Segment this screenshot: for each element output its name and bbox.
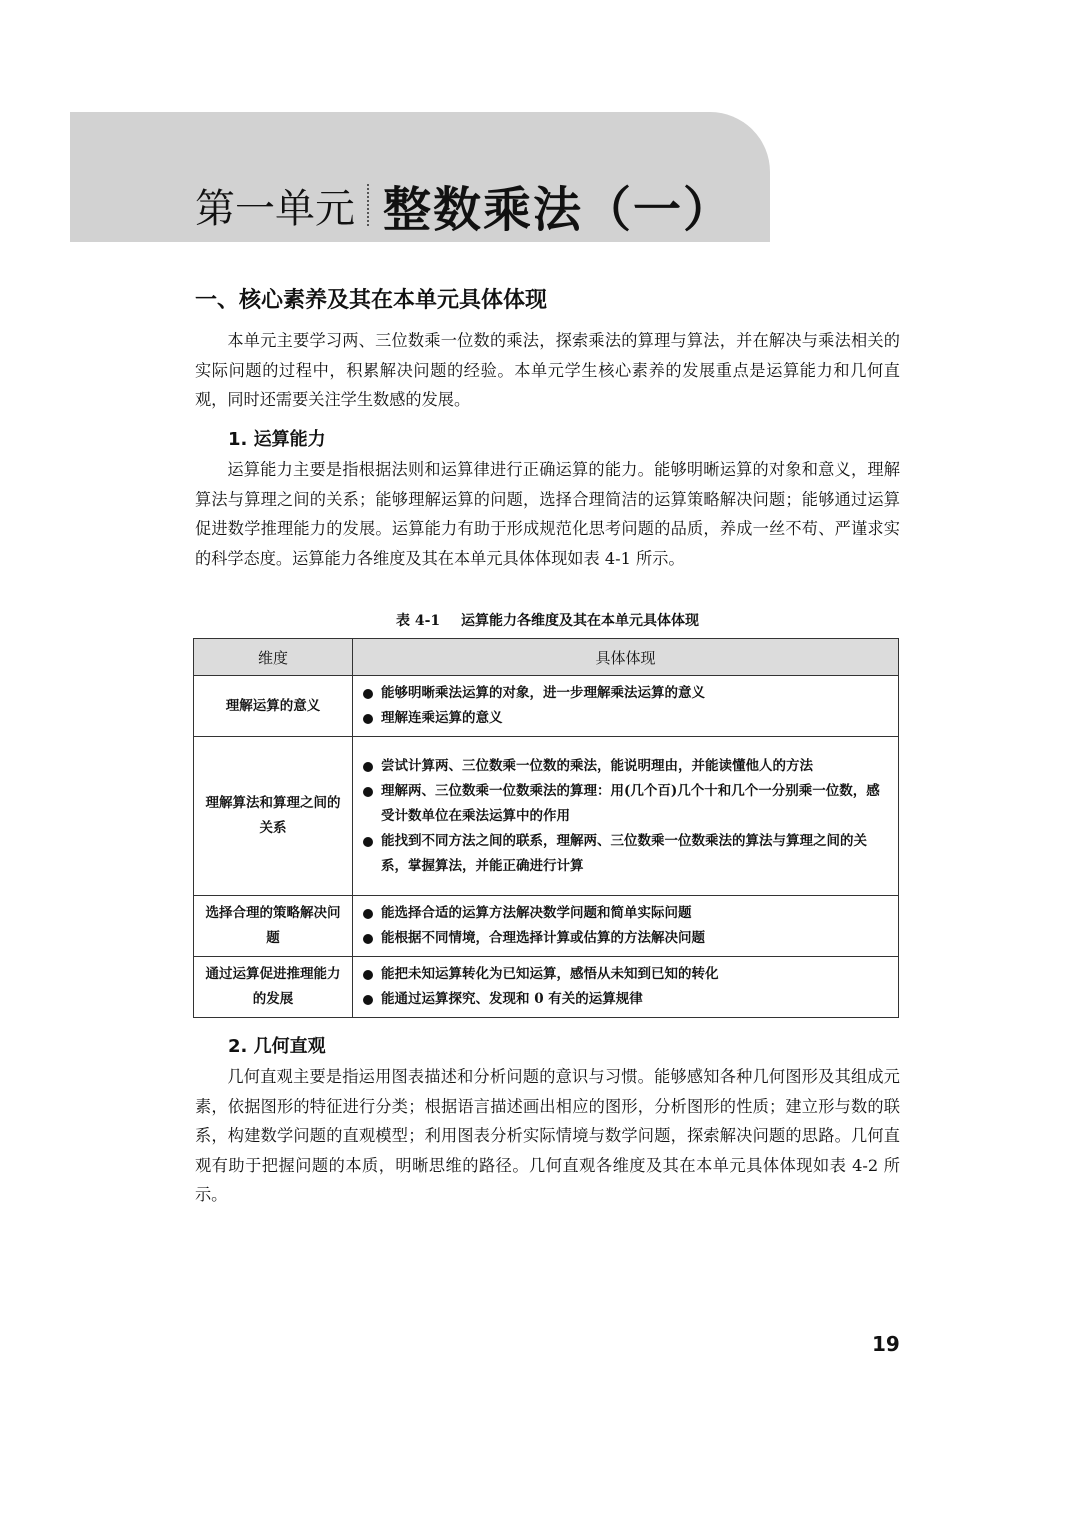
table-caption-title: 运算能力各维度及其在本单元具体体现 <box>461 613 700 629</box>
geometry-paragraph: 几何直观主要是指运用图表描述和分析问题的意识与习惯。能够感知各种几何图形及其组成元素，依据图形的特征进行分类；根据语言描述画出相应的图形，分析图形的性质；建立形与数的联系，构建数学问题的直观模型；利用图表分析实际情境与数学问题，探索解决问题的思路。几何直观有助于把握问题的本质，明晰思维的路径。几何直观各维度及其在本单元具体体现如表 4-2 所示。 <box>195 1067 900 1204</box>
details-cell <box>353 896 899 957</box>
header-details: 具体体现 <box>353 639 899 676</box>
table-row <box>194 957 899 1018</box>
details-cell <box>353 957 899 1018</box>
table-caption-number: 表 4-1 <box>395 613 441 629</box>
details-cell <box>353 676 899 737</box>
bullet-item: 理解两、三位数乘一位数乘法的算理：用(几个百)几个十和几个一分别乘一位数，感受计数单位在乘法运算中的作用 <box>361 779 888 829</box>
dimension-cell: 选择合理的策略解决问题 <box>194 896 353 957</box>
bullet-item: 能把未知运算转化为已知运算，感悟从未知到已知的转化 <box>361 962 888 987</box>
bullet-item: 能选择合适的运算方法解决数学问题和简单实际问题 <box>361 901 888 926</box>
intro-paragraph: 本单元主要学习两、三位数乘一位数的乘法，探索乘法的算理与算法，并在解决与乘法相关的实际问题的过程中，积累解决问题的经验。本单元学生核心素养的发展重点是运算能力和几何直观，同时还需要关注学生数感的发展。 <box>195 331 900 409</box>
table-header-row <box>194 639 899 676</box>
page-number: 19 <box>872 1332 900 1356</box>
subsection-heading-computing: 1. 运算能力 <box>228 429 326 450</box>
table-row <box>194 676 899 737</box>
bullet-item: 能通过运算探究、发现和 0 有关的运算规律 <box>361 987 888 1012</box>
chapter-title <box>195 170 733 240</box>
bullet-item: 能够明晰乘法运算的对象，进一步理解乘法运算的意义 <box>361 681 888 706</box>
bullet-item: 理解连乘运算的意义 <box>361 706 888 731</box>
title-divider <box>367 184 369 226</box>
table-row <box>194 737 899 896</box>
section-heading: 一、核心素养及其在本单元具体体现 <box>195 288 548 313</box>
dimension-cell: 通过运算促进推理能力的发展 <box>194 957 353 1018</box>
table-caption <box>195 610 900 630</box>
unit-name: 整数乘法（一） <box>383 181 734 238</box>
subsection-heading-geometry: 2. 几何直观 <box>228 1036 326 1057</box>
dimension-cell: 理解运算的意义 <box>194 676 353 737</box>
unit-label: 第一单元 <box>195 185 355 232</box>
bullet-item: 尝试计算两、三位数乘一位数的乘法，能说明理由，并能读懂他人的方法 <box>361 754 888 779</box>
header-dimension: 维度 <box>194 639 353 676</box>
computing-paragraph: 运算能力主要是指根据法则和运算律进行正确运算的能力。能够明晰运算的对象和意义，理解算法与算理之间的关系；能够理解运算的问题，选择合理简洁的运算策略解决问题；能够通过运算促进数学推理能力的发展。运算能力有助于形成规范化思考问题的品质，养成一丝不苟、严谨求实的科学态度。运算能力各维度及其在本单元具体体现如表 4-1 所示。 <box>195 460 900 568</box>
table-row <box>194 896 899 957</box>
dimension-cell: 理解算法和算理之间的关系 <box>194 737 353 896</box>
bullet-item: 能根据不同情境，合理选择计算或估算的方法解决问题 <box>361 926 888 951</box>
dimension-table <box>193 638 899 1018</box>
details-cell <box>353 737 899 896</box>
bullet-item: 能找到不同方法之间的联系，理解两、三位数乘一位数乘法的算法与算理之间的关系，掌握算法，并能正确进行计算 <box>361 829 888 879</box>
